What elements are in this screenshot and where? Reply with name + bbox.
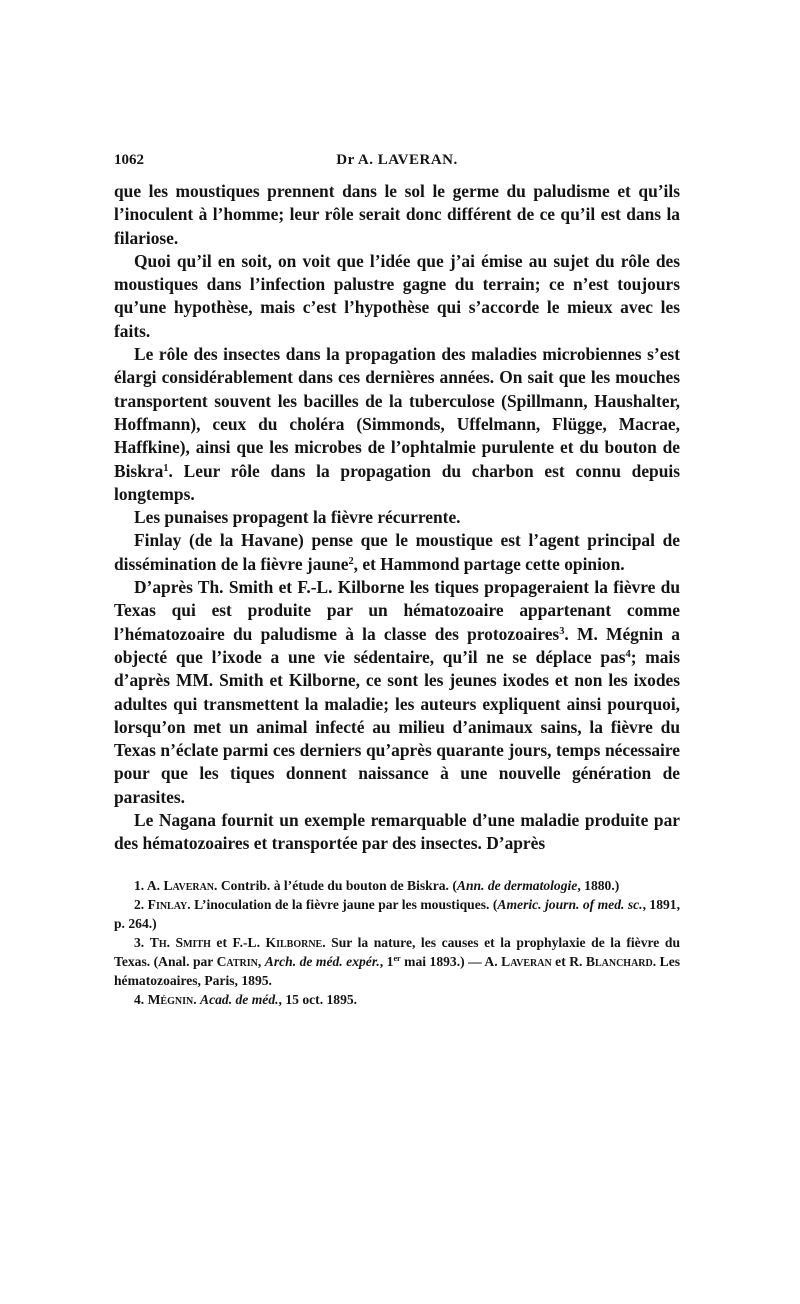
- paragraph: Le Nagana fournit un exemple remarquable d’une maladie produite par des hématozoaires et transportée par des insectes. D’après: [114, 810, 680, 854]
- paragraph: D’après Th. Smith et F.-L. Kilborne les tiques propageraient la fièvre du Texas qui est produite par un hématozoaire appartenant comme l’hématozoaire du paludisme à la classe des protozoaires$^3$. M. Mégnin a objecté que l’ixode a une vie sédentaire, qu’il ne se déplace pas$^4$; mais d’après MM. Smith et Kilborne, ce sont les jeunes ixodes et non les ixodes adultes qui transmettent la maladie; les auteurs expliquent ainsi pourquoi, lorsqu’on met un animal infecté au milieu d’animaux sains, la fièvre du Texas n’éclate parmi ces derniers qu’après quarante jours, temps nécessaire pour que les tiques donnent naissance à une nouvelle génération de parasites.: [114, 577, 680, 807]
- paragraph: Le rôle des insectes dans la propagation des maladies microbiennes s’est élargi considérablement dans ces dernières années. On sait que les mouches transportent souvent les bacilles de la tuberculose (Spillmann, Haushalter, Hoffmann), ceux du choléra (Simmonds, Uffelmann, Flügge, Macrae, Haffkine), ainsi que les microbes de l’ophtalmie purulente et du bouton de Biskra$^1$. Leur rôle dans la propagation du charbon est connu depuis longtemps.: [114, 344, 680, 504]
- footnote: 2. Finlay. L’inoculation de la fièvre jaune par les moustiques. (Americ. journ. of med. sc., 1891, p. 264.): [114, 896, 680, 931]
- footnotes: [114, 876, 680, 1009]
- footnote: 1. A. Laveran. Contrib. à l’étude du bouton de Biskra. (Ann. de dermatologie, 1880.): [134, 877, 620, 893]
- footnote: 3. Th. Smith et F.-L. Kilborne. Sur la nature, les causes et la prophylaxie de la fièvre du Texas. (Anal. par Catrin, Arch. de méd. expér., 1er mai 1893.) — A. Laveran et R. Blanchard. Les hématozoaires, Paris, 1895.: [114, 934, 681, 988]
- page: [114, 150, 680, 1009]
- body-text: [114, 180, 680, 856]
- page-number: 1062: [114, 152, 144, 168]
- paragraph: que les moustiques prennent dans le sol le germe du paludisme et qu’ils l’inoculent à l’homme; leur rôle serait donc différent de ce qu’il est dans la filariose.: [114, 181, 680, 248]
- paragraph: Finlay (de la Havane) pense que le moustique est l’agent principal de dissémination de la fièvre jaune$^2$, et Hammond partage cette opinion.: [114, 530, 680, 574]
- paragraph: Les punaises propagent la fièvre récurrente.: [134, 507, 461, 528]
- paragraph: Quoi qu’il en soit, on voit que l’idée que j’ai émise au sujet du rôle des moustiques dans l’infection palustre gagne du terrain; ce n’est toujours qu’une hypothèse, mais c’est l’hypothèse qui s’accorde le mieux avec les faits.: [114, 250, 680, 341]
- page-header: [114, 150, 680, 180]
- footnote: 4. Mégnin. Acad. de méd., 15 oct. 1895.: [134, 991, 358, 1007]
- running-head: Dr A. LAVERAN.: [336, 152, 458, 168]
